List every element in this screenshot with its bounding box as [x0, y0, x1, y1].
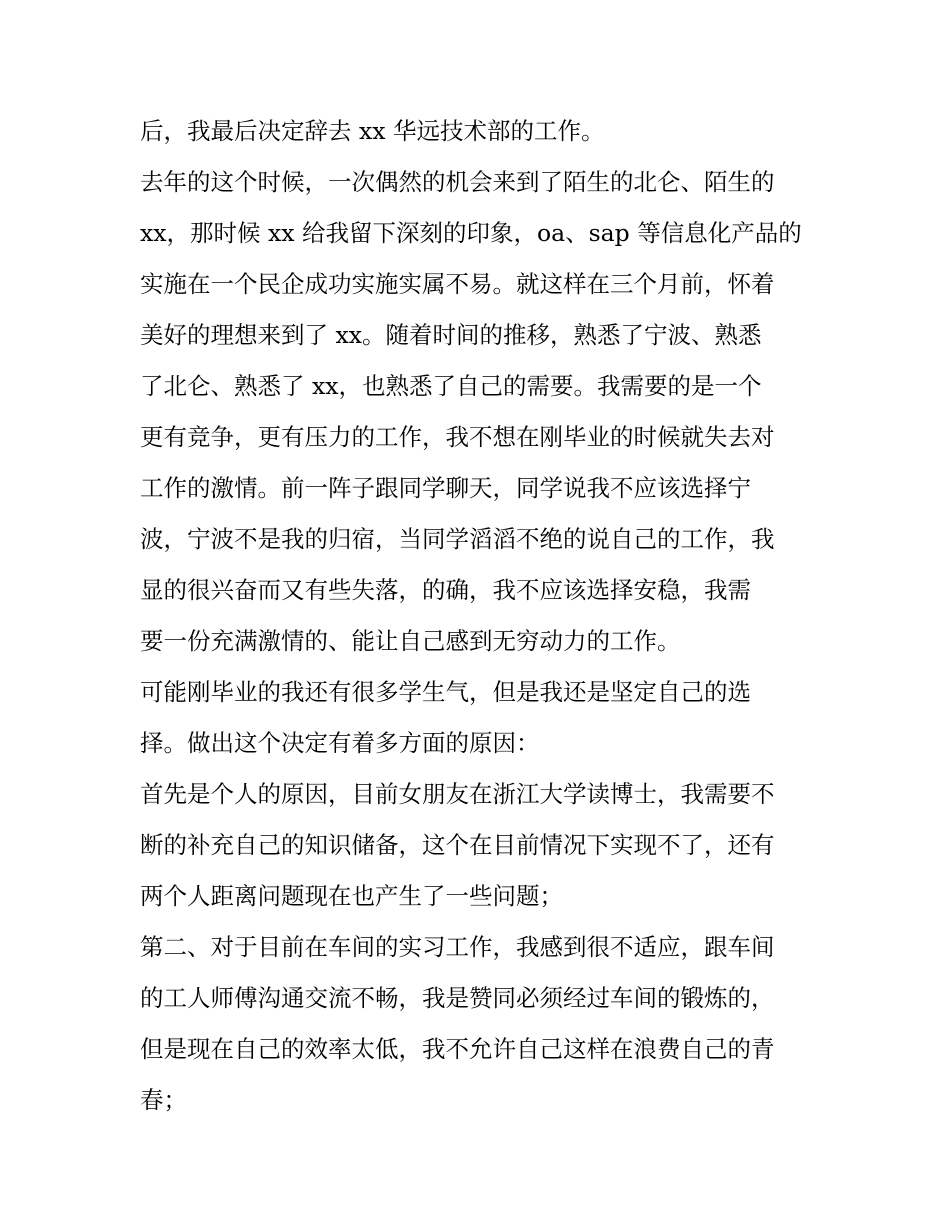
text-line: 首先是个人的原因，目前女朋友在浙江大学读博士，我需要不 [140, 780, 775, 808]
text-line: 显的很兴奋而又有些失落，的确，我不应该选择安稳，我需 [140, 576, 751, 604]
text-line: 美好的理想来到了 xx。随着时间的推移，熟悉了宁波、熟悉 [140, 321, 762, 349]
text-line: 择。做出这个决定有着多方面的原因： [140, 729, 540, 757]
text-line: 波，宁波不是我的归宿，当同学滔滔不绝的说自己的工作，我 [140, 525, 775, 553]
text-line: 两个人距离问题现在也产生了一些问题； [140, 882, 563, 910]
text-line: xx，那时候 xx 给我留下深刻的印象，oa、sap 等信息化产品的 [140, 219, 802, 247]
body-text [140, 106, 830, 1126]
text-line: 第二、对于目前在车间的实习工作，我感到很不适应，跟车间 [140, 933, 775, 961]
text-line: 实施在一个民企成功实施实属不易。就这样在三个月前，怀着 [140, 270, 775, 298]
text-line: 但是现在自己的效率太低，我不允许自己这样在浪费自己的青 [140, 1035, 775, 1063]
text-line: 了北仑、熟悉了 xx，也熟悉了自己的需要。我需要的是一个 [140, 372, 762, 400]
text-line: 可能刚毕业的我还有很多学生气，但是我还是坚定自己的选 [140, 678, 751, 706]
text-line: 春； [140, 1086, 187, 1114]
text-line: 去年的这个时候，一次偶然的机会来到了陌生的北仑、陌生的 [140, 168, 775, 196]
text-line: 的工人师傅沟通交流不畅，我是赞同必须经过车间的锻炼的， [140, 984, 775, 1012]
text-line: 要一份充满激情的、能让自己感到无穷动力的工作。 [140, 627, 681, 655]
text-line: 后，我最后决定辞去 xx 华远技术部的工作。 [140, 117, 605, 145]
text-line: 断的补充自己的知识储备，这个在目前情况下实现不了，还有 [140, 831, 775, 859]
text-line: 更有竞争，更有压力的工作，我不想在刚毕业的时候就失去对 [140, 423, 775, 451]
text-line: 工作的激情。前一阵子跟同学聊天，同学说我不应该选择宁 [140, 474, 751, 502]
